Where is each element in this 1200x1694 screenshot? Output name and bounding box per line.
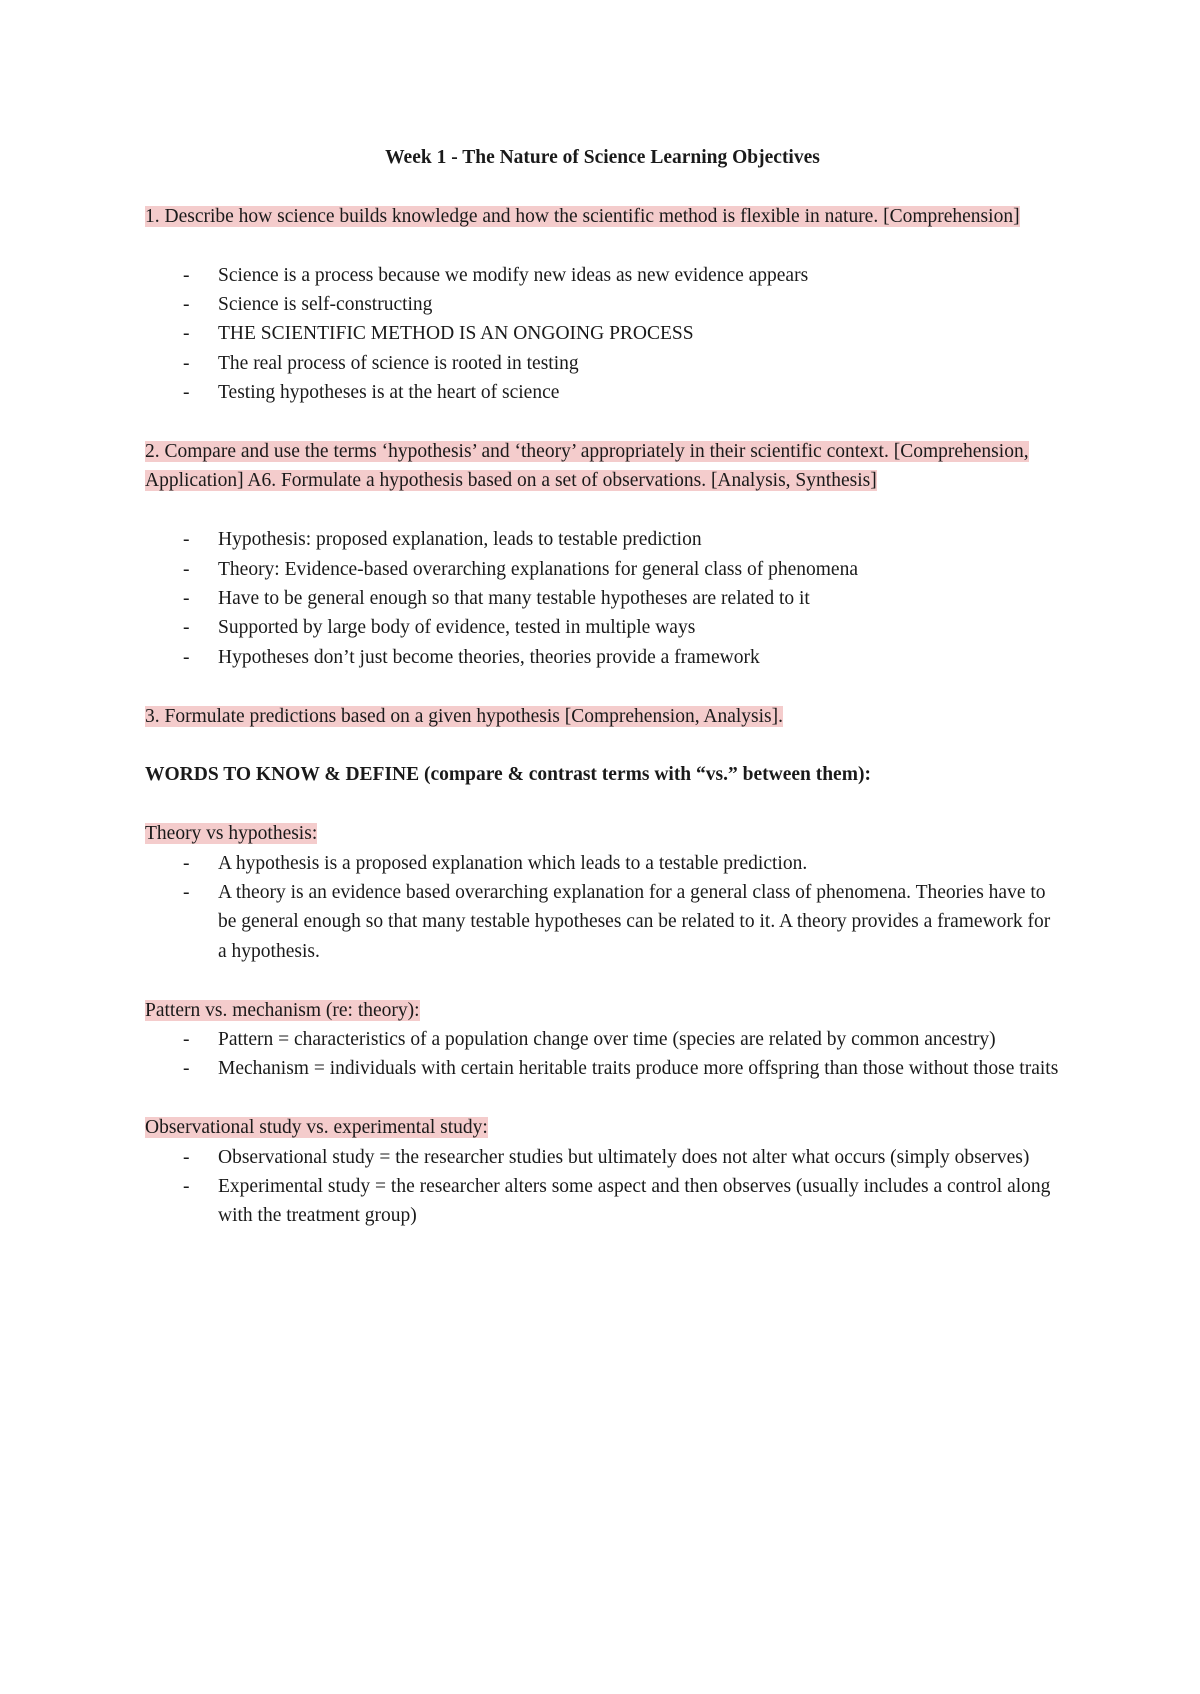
highlighted-text: Theory vs hypothesis: [145, 823, 318, 845]
list-item-text: The real process of science is rooted in testing [218, 352, 579, 374]
list-item-text: Science is self-constructing [218, 294, 433, 315]
list-item [145, 1054, 1060, 1083]
list-item-text: THE SCIENTIFIC METHOD IS AN ONGOING PROCESS [218, 323, 694, 345]
dash-bullet: - [183, 882, 190, 904]
list-item [145, 525, 1060, 554]
spacer [145, 408, 1060, 437]
list-item [145, 878, 1060, 966]
spacer [145, 966, 1060, 995]
document-title: Week 1 - The Nature of Science Learning Objectives [385, 147, 820, 168]
list-item-text: Mechanism = individuals with certain heritable traits produce more offspring than those without those traits [218, 1058, 1059, 1080]
words-to-know-heading: WORDS TO KNOW & DEFINE (compare & contrast terms with “vs.” between them): [145, 764, 871, 786]
list-item-text: Science is a process because we modify new ideas as new evidence appears [218, 264, 809, 286]
objective-3-heading [145, 702, 1060, 731]
list-item [145, 643, 1060, 672]
spacer [145, 1084, 1060, 1113]
list-item [145, 349, 1060, 378]
list-item [145, 319, 1060, 348]
highlighted-text: Observational study vs. experimental study: [145, 1117, 488, 1139]
dash-bullet: - [183, 264, 190, 286]
highlighted-text: Pattern vs. mechanism (re: theory): [145, 999, 420, 1021]
dash-bullet: - [183, 617, 190, 639]
term-1-bullet-list [145, 849, 1060, 967]
list-item-text: Testing hypotheses is at the heart of science [218, 382, 560, 404]
term-2-bullet-list [145, 1025, 1060, 1084]
spacer [145, 731, 1060, 760]
highlighted-text: 1. Describe how science builds knowledge and how the scientific method is flexible in nature. [Comprehension] [145, 205, 1020, 227]
spacer [145, 672, 1060, 701]
list-item [145, 555, 1060, 584]
list-item-text: Pattern = characteristics of a population change over time (species are related by common ancestry) [218, 1029, 996, 1051]
list-item-text: Experimental study = the researcher alters some aspect and then observes (usually includes a control along with the treatment group) [218, 1176, 1051, 1227]
objective-2-bullet-list [145, 525, 1060, 672]
list-item [145, 613, 1060, 642]
list-item [145, 290, 1060, 319]
list-item-text: A hypothesis is a proposed explanation which leads to a testable prediction. [218, 852, 808, 874]
objective-2-heading [145, 437, 1060, 496]
list-item-text: Supported by large body of evidence, tested in multiple ways [218, 617, 696, 639]
list-item-text: Hypotheses don’t just become theories, theories provide a framework [218, 646, 760, 668]
dash-bullet: - [183, 1029, 190, 1051]
spacer [145, 790, 1060, 819]
dash-bullet: - [183, 294, 190, 315]
dash-bullet: - [183, 529, 190, 551]
list-item [145, 1025, 1060, 1054]
list-item-text: Hypothesis: proposed explanation, leads to testable prediction [218, 529, 702, 551]
dash-bullet: - [183, 852, 190, 874]
dash-bullet: - [183, 1176, 190, 1198]
list-item-text: Have to be general enough so that many testable hypotheses are related to it [218, 588, 810, 610]
list-item [145, 1143, 1060, 1172]
dash-bullet: - [183, 558, 190, 580]
dash-bullet: - [183, 646, 190, 668]
objective-1-heading [145, 202, 1060, 231]
list-item [145, 378, 1060, 407]
objective-1-bullet-list [145, 261, 1060, 408]
spacer [145, 231, 1060, 260]
list-item [145, 261, 1060, 290]
highlighted-text: 3. Formulate predictions based on a given hypothesis [Comprehension, Analysis]. [145, 705, 783, 727]
dash-bullet: - [183, 1146, 190, 1168]
list-item [145, 849, 1060, 878]
dash-bullet: - [183, 588, 190, 610]
dash-bullet: - [183, 352, 190, 374]
dash-bullet: - [183, 1058, 190, 1080]
list-item-text: A theory is an evidence based overarching explanation for a general class of phenomena. Theories have to be general enough so that many testable hypotheses can be related to it. A theory provides a framework for a hypothesis. [218, 882, 1051, 962]
document-page [145, 143, 1060, 1231]
term-3-heading [145, 1113, 1060, 1142]
highlighted-text: 2. Compare and use the terms ‘hypothesis’ and ‘theory’ appropriately in their scientific context. [Comprehension, Application] A6. Formulate a hypothesis based on a set of observations. [Analysis, Synthesis] [145, 441, 1029, 492]
term-3-bullet-list [145, 1143, 1060, 1231]
term-1-heading [145, 819, 1060, 848]
spacer [145, 496, 1060, 525]
dash-bullet: - [183, 382, 190, 404]
list-item-text: Observational study = the researcher studies but ultimately does not alter what occurs (simply observes) [218, 1146, 1030, 1168]
term-2-heading [145, 996, 1060, 1025]
list-item [145, 1172, 1060, 1231]
list-item-text: Theory: Evidence-based overarching explanations for general class of phenomena [218, 558, 858, 580]
dash-bullet: - [183, 323, 190, 345]
list-item [145, 584, 1060, 613]
spacer [145, 172, 1060, 201]
